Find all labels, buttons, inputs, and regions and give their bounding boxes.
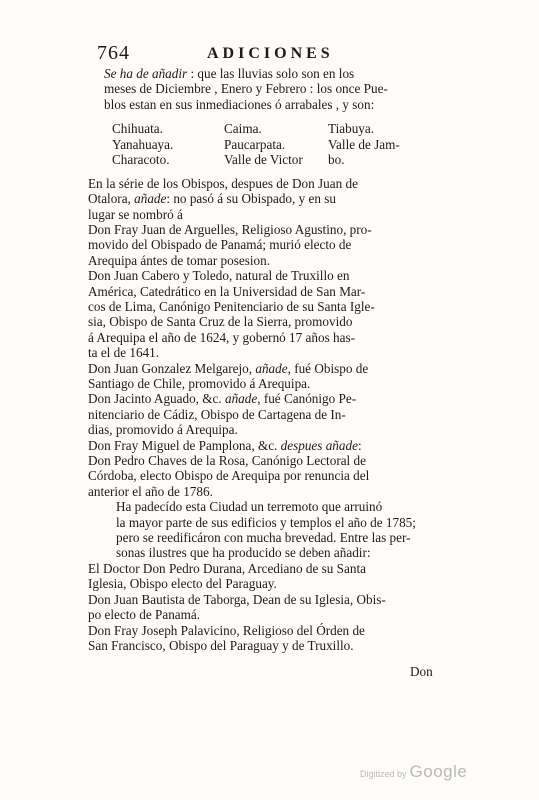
entry-paragraph xyxy=(88,453,450,499)
text-run: ta el de 1641. xyxy=(88,345,160,361)
intro-lead: Se ha de añadir xyxy=(104,66,188,81)
text-line xyxy=(88,329,450,345)
google-watermark xyxy=(360,762,467,782)
intro-line xyxy=(104,66,450,81)
text-line xyxy=(88,206,450,222)
text-run: cos de Lima, Canónigo Penitenciario de su Santa Igle- xyxy=(88,298,375,314)
text-line xyxy=(88,314,450,330)
town-name: Tiabuya. xyxy=(328,121,375,137)
text-line xyxy=(88,221,450,237)
text-run: la mayor parte de sus edificios y templos el año de 1785; xyxy=(116,514,416,530)
entry-paragraph xyxy=(88,391,450,437)
text-run: Don Fray Joseph Palavicino, Religioso del Órden de xyxy=(88,622,365,638)
page-header xyxy=(97,42,447,68)
towns-list xyxy=(112,121,450,168)
entry-paragraph xyxy=(88,222,450,268)
text-line xyxy=(88,637,450,653)
catchword: Don xyxy=(410,664,433,679)
text-line xyxy=(88,607,450,623)
town-name: bo. xyxy=(328,152,345,168)
text-line xyxy=(88,499,450,514)
text-line xyxy=(88,391,450,407)
text-run: Don Jacinto Aguado, &c. xyxy=(88,391,225,407)
entry-paragraph xyxy=(88,561,450,592)
text-run: nitenciario de Cádiz, Obispo de Cartagena de In- xyxy=(88,406,346,422)
text-run: Don Fray Juan de Arguelles, Religioso Agustino, pro- xyxy=(88,221,372,237)
text-run: anterior el año de 1786. xyxy=(88,483,213,499)
intro-line-3: blos estan en sus inmediaciones ó arrabales , y son: xyxy=(104,96,375,112)
text-run: Don Juan Gonzalez Melgarejo, xyxy=(88,360,256,376)
text-run: lugar se nombró á xyxy=(88,206,183,222)
text-run: Otalora, xyxy=(88,191,135,207)
text-run: dias, promovido á Arequipa. xyxy=(88,422,238,438)
entry-paragraph xyxy=(88,176,450,222)
text-run: pero se reedificáron con mucha brevedad. Entre las per- xyxy=(116,530,411,546)
text-run: Don Pedro Chaves de la Rosa, Canónigo Lectoral de xyxy=(88,453,366,469)
text-run: América, Catedrático en la Universidad de San Mar- xyxy=(88,283,366,299)
text-line xyxy=(88,483,450,499)
italic-phrase: despues añade xyxy=(280,437,358,453)
text-line xyxy=(88,422,450,438)
google-logo: Google xyxy=(409,762,468,781)
text-run: Don Juan Bautista de Taborga, Dean de su Iglesia, Obis- xyxy=(88,591,386,607)
text-run: á Arequipa el año de 1624, y gobernó 17 años has- xyxy=(88,329,355,345)
text-run: : no pasó á su Obispado, y en su xyxy=(166,191,336,207)
text-line xyxy=(88,191,450,207)
text-line xyxy=(88,591,450,607)
text-line xyxy=(88,453,450,469)
intro-paragraph xyxy=(88,66,450,112)
text-run: En la série de los Obispos, despues de Don Juan de xyxy=(88,175,358,191)
text-line xyxy=(88,560,450,576)
town-name: Characoto. xyxy=(112,152,170,168)
text-run: Iglesia, Obispo electo del Paraguay. xyxy=(88,576,277,592)
text-run: Santiago de Chile, promovido á Arequipa. xyxy=(88,376,311,391)
text-run: sia, Obispo de Santa Cruz de la Sierra, promovido xyxy=(88,314,353,330)
text-run: movido del Obispado de Panamá; murió electo de xyxy=(88,237,352,253)
italic-phrase: añade xyxy=(134,191,167,207)
text-run: : xyxy=(357,437,362,453)
running-title: ADICIONES xyxy=(207,45,334,62)
text-run: El Doctor Don Pedro Durana, Arcediano de su Santa xyxy=(88,560,366,576)
page-number: 764 xyxy=(97,42,130,64)
intro-line-2: meses de Diciembre , Enero y Febrero : los once Pue- xyxy=(104,81,388,97)
town-name: Valle de Jam- xyxy=(328,136,400,152)
text-line xyxy=(88,252,450,268)
text-run: Ha padecído esta Ciudad un terremoto que arruinó xyxy=(116,499,383,515)
entry-paragraph xyxy=(88,623,450,654)
text-run: Arequipa ántes de tomar posesion. xyxy=(88,252,271,268)
town-name: Valle de Victor xyxy=(224,152,303,168)
text-line xyxy=(88,376,450,391)
town-name: Yanahuaya. xyxy=(112,136,174,152)
text-run: , fué Canónigo Pe- xyxy=(257,391,357,407)
italic-phrase: añade xyxy=(255,360,288,376)
text-line xyxy=(88,530,450,545)
body-text xyxy=(88,66,450,653)
text-run: Don Fray Miguel de Pamplona, &c. xyxy=(88,437,281,453)
text-line xyxy=(88,298,450,314)
entry-paragraph xyxy=(88,438,450,453)
text-line xyxy=(88,268,450,284)
text-line xyxy=(88,237,450,253)
text-run: Don Juan Cabero y Toledo, natural de Truxillo en xyxy=(88,268,350,284)
text-line xyxy=(88,406,450,422)
town-name: Caima. xyxy=(224,121,262,137)
text-run: sonas ilustres que ha producido se deben añadir: xyxy=(116,545,371,561)
italic-phrase: añade xyxy=(224,391,258,407)
text-run: , fué Obispo de xyxy=(287,360,369,376)
text-line xyxy=(88,545,450,560)
entry-paragraph xyxy=(88,268,450,360)
text-line xyxy=(88,175,450,191)
text-line xyxy=(88,360,450,376)
town-name: Paucarpata. xyxy=(224,136,286,152)
text-run: San Francisco, Obispo del Paraguay y de Truxillo. xyxy=(88,637,354,653)
text-line xyxy=(88,437,450,453)
text-line xyxy=(88,468,450,484)
entry-paragraph xyxy=(88,499,450,561)
text-line xyxy=(88,622,450,638)
text-line xyxy=(88,576,450,592)
text-run: Córdoba, electo Obispo de Arequipa por renuncia del xyxy=(88,468,370,484)
entry-paragraph xyxy=(88,361,450,392)
text-line xyxy=(88,283,450,299)
watermark-prefix: Digitized by xyxy=(360,769,407,779)
text-line xyxy=(88,515,450,530)
intro-line-1: : que las lluvias solo son en los xyxy=(190,66,355,81)
text-run: po electo de Panamá. xyxy=(88,607,201,623)
paragraph-list xyxy=(88,176,450,654)
text-line xyxy=(88,345,450,361)
entry-paragraph xyxy=(88,592,450,623)
town-name: Chihuata. xyxy=(112,121,163,137)
